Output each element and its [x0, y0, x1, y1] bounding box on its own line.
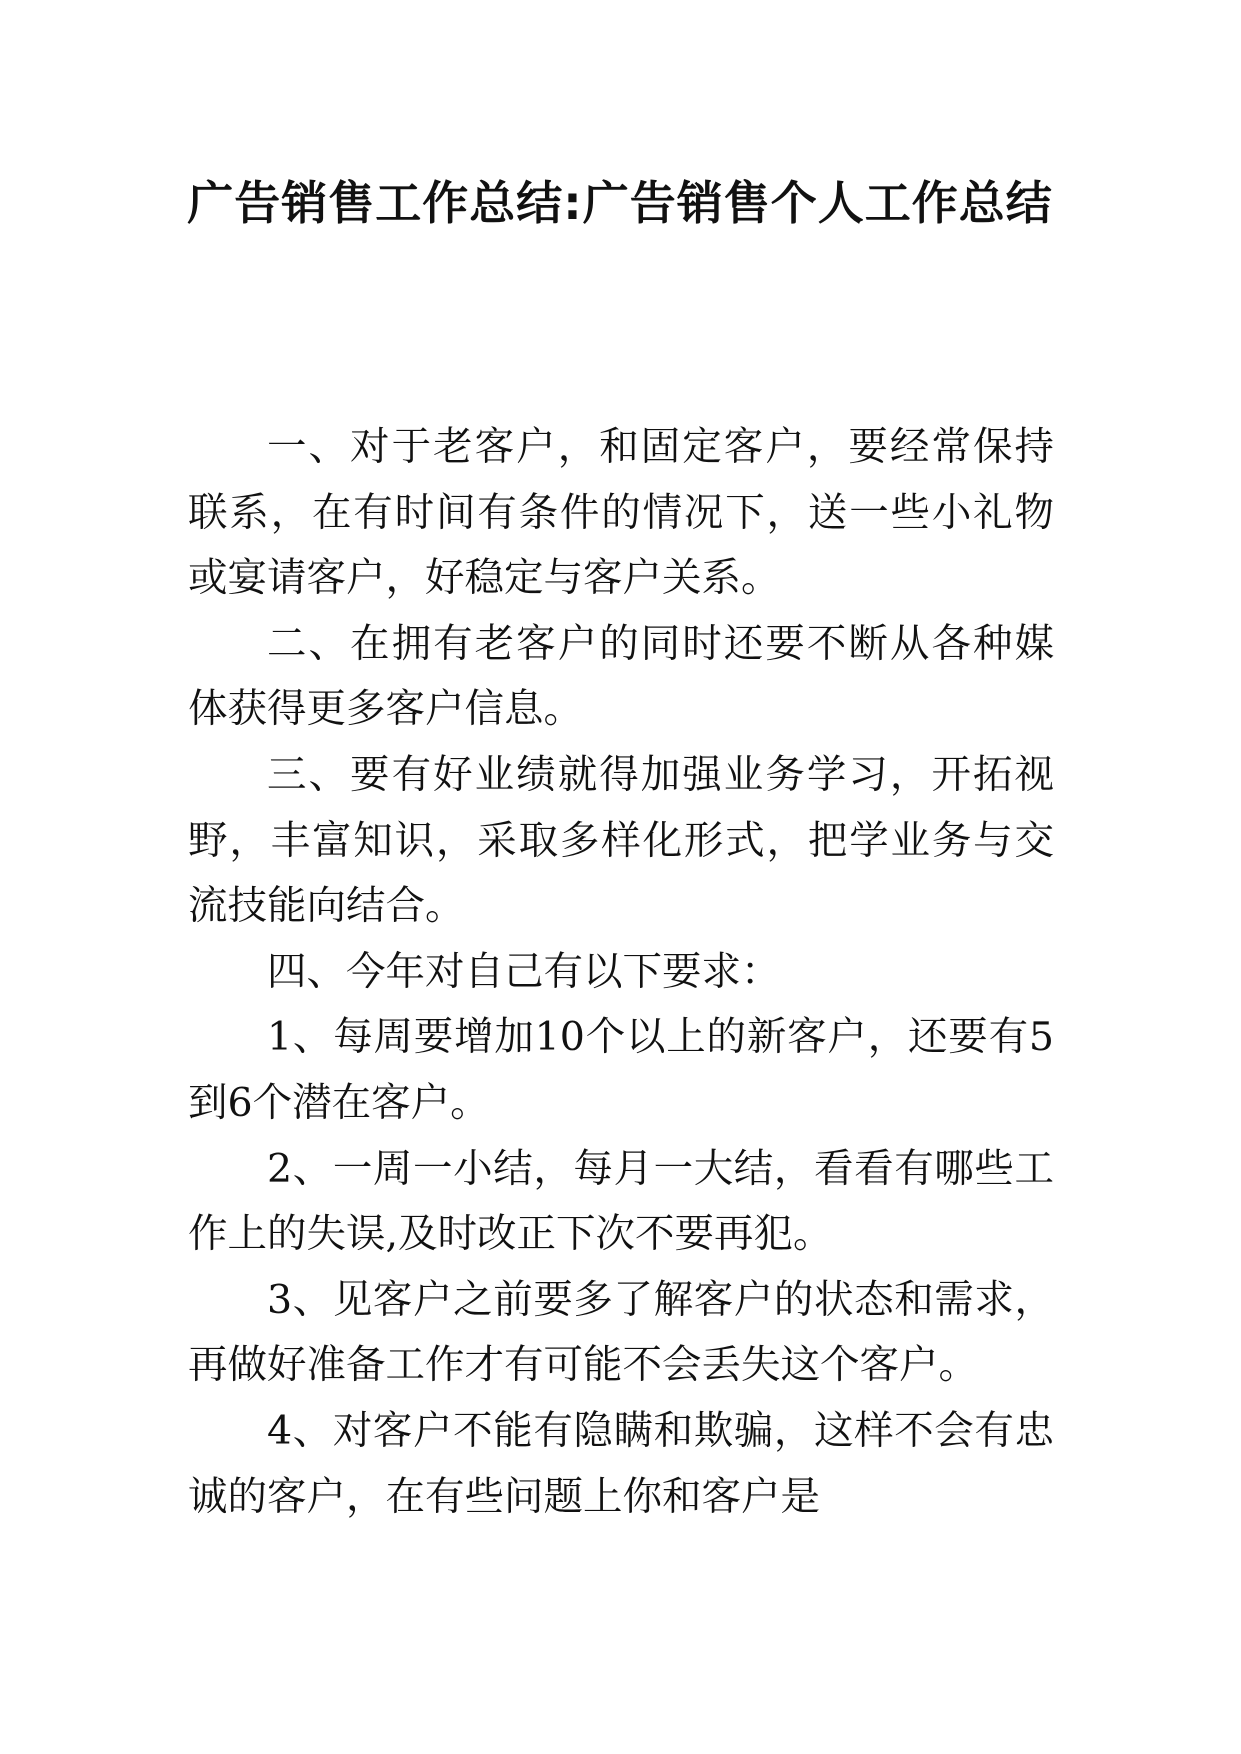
paragraph-6: 2、一周一小结，每月一大结，看看有哪些工作上的失误,及时改正下次不要再犯。 — [188, 1145, 1054, 1258]
paragraph-1: 一、对于老客户，和固定客户，要经常保持联系，在有时间有条件的情况下，送一些小礼物或宴请客户，好稳定与客户关系。 — [188, 424, 1054, 602]
paragraph-5: 1、每周要增加10个以上的新客户，还要有5到6个潜在客户。 — [188, 1014, 1054, 1126]
paragraph-2: 二、在拥有老客户的同时还要不断从各种媒体获得更多客户信息。 — [188, 620, 1054, 733]
paragraph-8: 4、对客户不能有隐瞒和欺骗，这样不会有忠诚的客户，在有些问题上你和客户是 — [188, 1407, 1054, 1520]
paragraph-3: 三、要有好业绩就得加强业务学习，开拓视野，丰富知识，采取多样化形式，把学业务与交流技能向结合。 — [188, 751, 1054, 930]
document-body — [188, 415, 1054, 1530]
paragraph-4: 四、今年对自己有以下要求： — [267, 948, 781, 995]
document-title: 广告销售工作总结:广告销售个人工作总结 — [187, 176, 1053, 230]
paragraph-7: 3、见客户之前要多了解客户的状态和需求，再做好准备工作才有可能不会丢失这个客户。 — [188, 1276, 1054, 1389]
